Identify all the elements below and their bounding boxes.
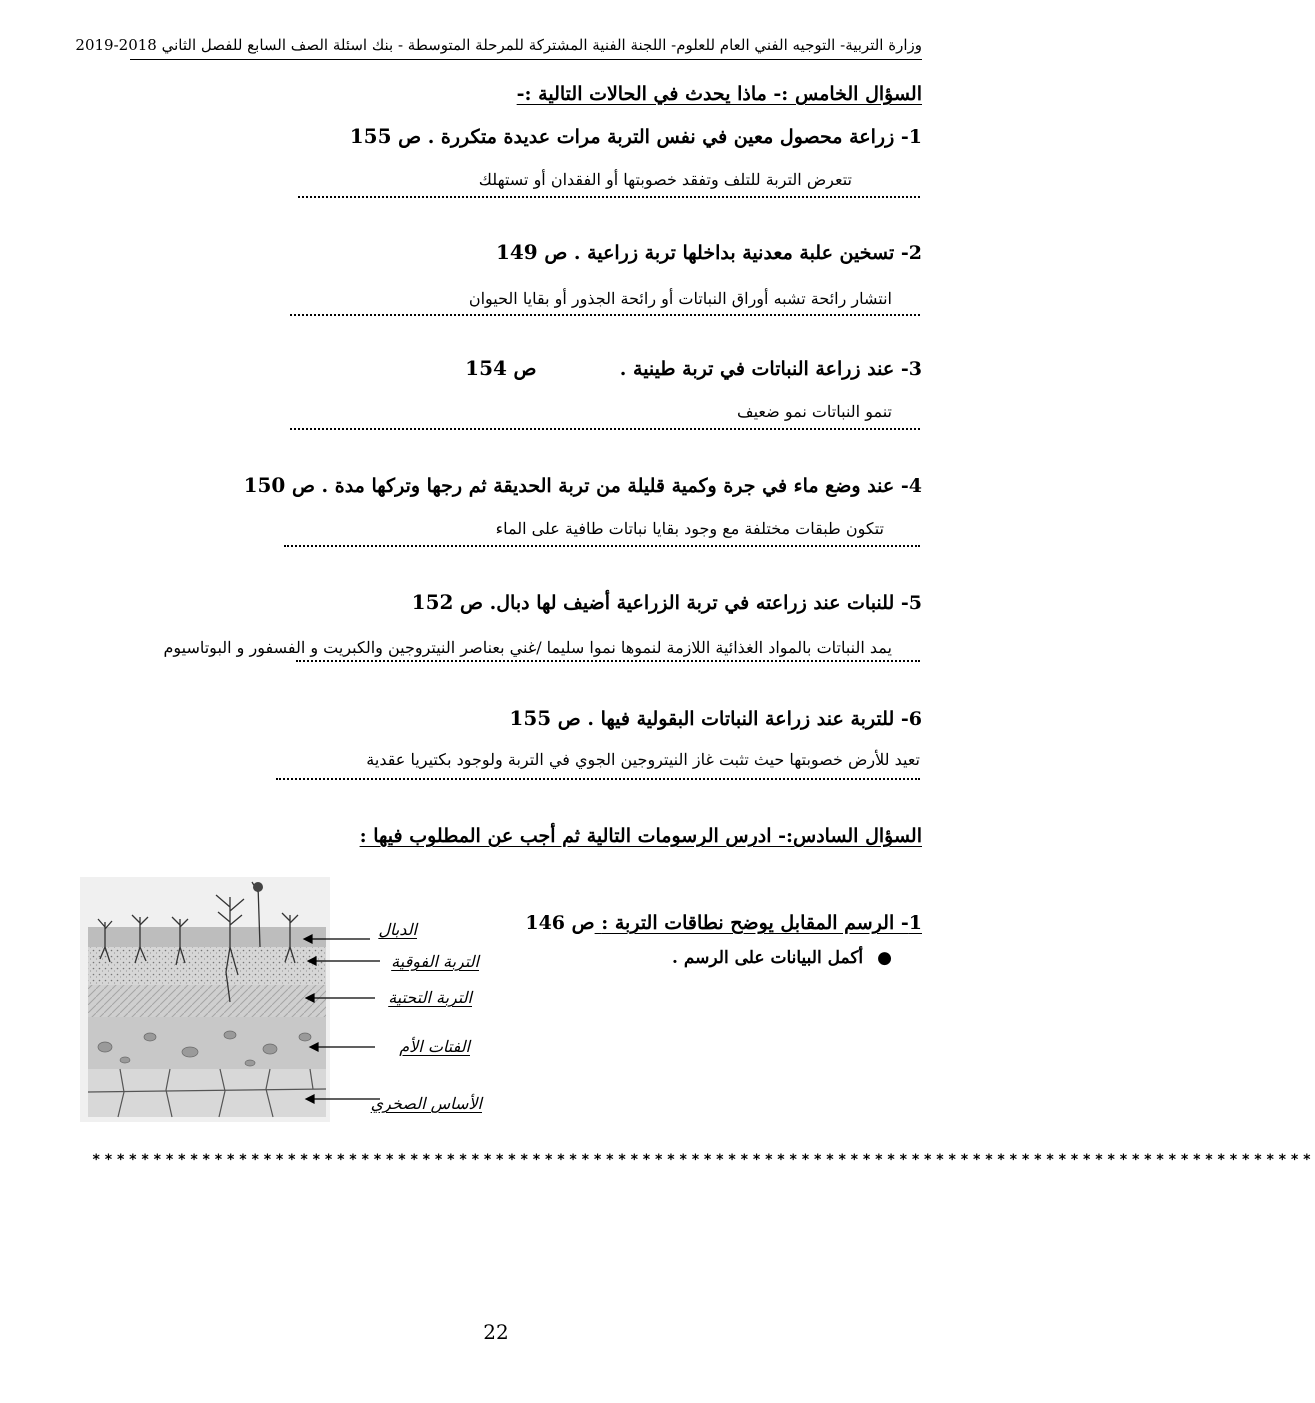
- bullet-text: أكمل البيانات على الرسم .: [672, 948, 864, 968]
- item-page: 150: [243, 473, 286, 497]
- item-text: للنبات عند زراعته في تربة الزراعية أضيف لها دبال. ص: [460, 592, 895, 614]
- q5-item-4: [244, 473, 922, 497]
- label-parent-material: الفتات الأم: [399, 1037, 470, 1056]
- item-prefix: 1-: [900, 126, 922, 148]
- answer-line: [276, 778, 920, 780]
- page-header: وزارة التربية- التوجيه الفني العام للعلوم- اللجنة الفنية المشتركة للمرحلة المتوسطة - بنك اسئلة الصف السابع للفصل الثاني 2018-2019: [75, 36, 922, 54]
- answer-line: [290, 314, 920, 316]
- q5-item-2: [496, 240, 922, 264]
- label-subsoil: التربة التحتية: [388, 988, 472, 1007]
- soil-layers-diagram: [80, 877, 330, 1122]
- answer-line: [284, 545, 920, 547]
- subsoil-layer: [88, 985, 326, 1017]
- q5-item-5: [412, 590, 922, 614]
- diagram-arrows: [300, 925, 380, 1115]
- item-text: عند زراعة النباتات في تربة طينية .: [619, 358, 895, 380]
- item-page: 155: [349, 124, 392, 148]
- q6-item-page: ص 146: [525, 912, 595, 934]
- item-prefix: 4-: [900, 475, 922, 497]
- q6-item-text: 1- الرسم المقابل يوضح نطاقات التربة :: [601, 912, 922, 934]
- q5-item-3: [465, 356, 922, 380]
- item-page: 155: [509, 706, 552, 730]
- answer-line: [296, 660, 920, 662]
- answer-line: [290, 428, 920, 430]
- item-text: للتربة عند زراعة النباتات البقولية فيها . ص: [557, 708, 895, 730]
- label-bedrock: الأساس الصخري: [370, 1094, 482, 1113]
- q5-answer-2: انتشار رائحة تشبه أوراق النباتات أو رائحة الجذور أو بقايا الحيوان: [468, 289, 892, 308]
- q5-answer-4: تتكون طبقات مختلفة مع وجود بقايا نباتات طافية على الماء: [495, 519, 884, 538]
- question5-title: السؤال الخامس :- ماذا يحدث في الحالات التالية :-: [516, 83, 922, 105]
- q6-item-1: [525, 912, 922, 934]
- item-text: عند وضع ماء في جرة وكمية قليلة من تربة الحديقة ثم رجها وتركها مدة . ص: [291, 475, 895, 497]
- header-rule: [130, 59, 922, 60]
- q6-bullet: [672, 948, 892, 968]
- item-text: زراعة محصول معين في نفس التربة مرات عديدة متكررة . ص: [398, 126, 895, 148]
- label-topsoil: التربة الفوقية: [391, 952, 479, 971]
- item-prefix: 6-: [900, 708, 922, 730]
- item-ref: ص: [513, 358, 537, 380]
- bullet-dot: ●: [877, 948, 892, 968]
- q5-answer-6: تعيد للأرض خصوبتها حيث تثبت غاز النيتروجين الجوي في التربة ولوجود بكتيريا عقدية: [366, 750, 920, 769]
- q5-answer-1: تتعرض التربة للتلف وتفقد خصوبتها أو الفقدان أو تستهلك: [478, 170, 852, 189]
- label-humus: الدبال: [378, 920, 417, 939]
- item-prefix: 5-: [900, 592, 922, 614]
- q5-item-1: [350, 124, 922, 148]
- item-prefix: 2-: [900, 242, 922, 264]
- item-text: تسخين علبة معدنية بداخلها تربة زراعية . ص: [544, 242, 895, 264]
- topsoil-layer: [88, 947, 326, 985]
- separator-stars: ****************************************************************************************************: [92, 1152, 1315, 1168]
- item-page: 149: [495, 240, 538, 264]
- q5-answer-3: تنمو النباتات نمو ضعيف: [737, 402, 892, 421]
- q5-answer-5: يمد النباتات بالمواد الغذائية اللازمة لنموها نموا سليما /غني بعناصر النيتروجين والكبريت و الفسفور و البوتاسيوم: [163, 638, 892, 657]
- item-prefix: 3-: [900, 358, 922, 380]
- item-page: 154: [465, 356, 507, 380]
- q5-item-6: [509, 706, 922, 730]
- page-number: 22: [483, 1320, 509, 1344]
- answer-line: [298, 196, 920, 198]
- question6-title: السؤال السادس:- ادرس الرسومات التالية ثم أجب عن المطلوب فيها :: [359, 825, 922, 847]
- item-page: 152: [411, 590, 454, 614]
